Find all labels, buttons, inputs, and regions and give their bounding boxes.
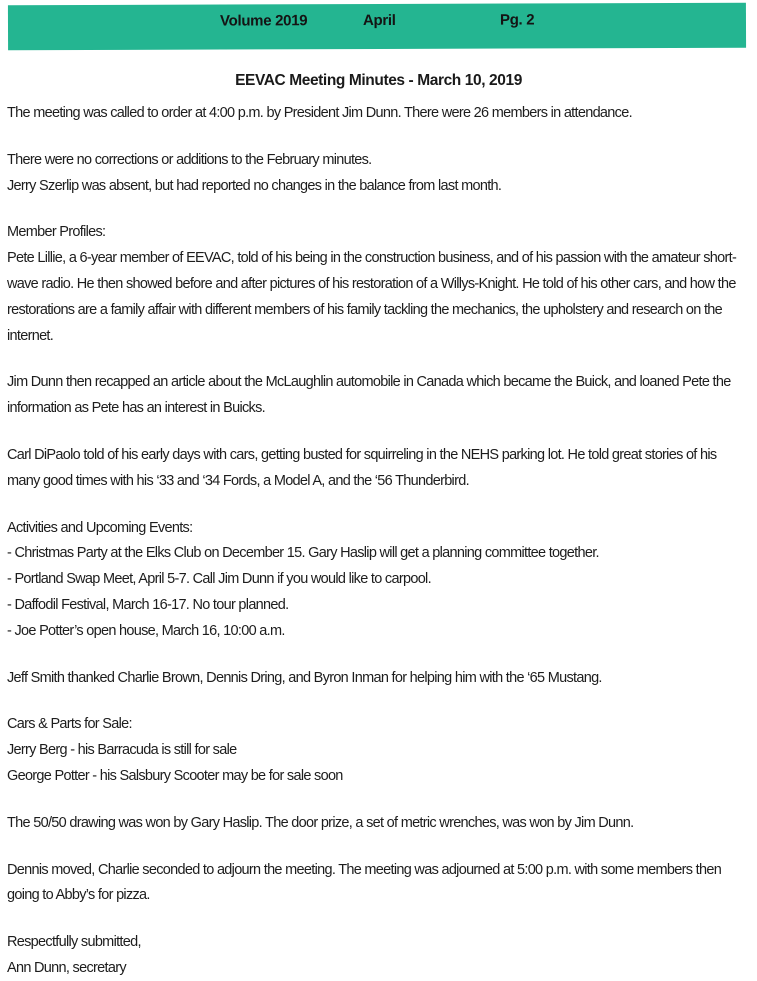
text-line: Jim Dunn then recapped an article about the McLaughlin automobile in Canada which became the Buick, and loaned Pete the information as Pete has an interest in Buicks. bbox=[7, 374, 731, 417]
text-line: There were no corrections or additions to the February minutes. bbox=[7, 151, 372, 168]
paragraph bbox=[7, 811, 747, 837]
text-line: Ann Dunn, secretary bbox=[7, 959, 126, 976]
paragraph bbox=[7, 930, 747, 981]
header-volume-label: Volume 2019 bbox=[219, 12, 308, 30]
paragraph bbox=[7, 370, 747, 422]
header-page-number: Pg. 2 bbox=[499, 11, 535, 29]
text-line: George Potter - his Salsbury Scooter may be for sale soon bbox=[7, 767, 343, 784]
paragraph bbox=[7, 220, 747, 349]
paragraph bbox=[7, 712, 747, 789]
text-line: Cars & Parts for Sale: bbox=[7, 716, 132, 733]
header-month-label: April bbox=[362, 11, 396, 30]
header-bar bbox=[8, 3, 746, 51]
text-line: Jeff Smith thanked Charlie Brown, Dennis Dring, and Byron Inman for helping him with the ‘65 Mustang. bbox=[7, 669, 602, 686]
text-line: Carl DiPaolo told of his early days with cars, getting busted for squirreling in the NEHS parking lot. He told great stories of his many good times with his ‘33 and ‘34 Fords, a Model A, and the ‘56 Thunderbird. bbox=[7, 446, 717, 489]
paragraph bbox=[7, 101, 747, 127]
paragraph bbox=[7, 666, 747, 692]
text-line: - Portland Swap Meet, April 5-7. Call Jim Dunn if you would like to carpool. bbox=[7, 571, 431, 588]
text-line: - Joe Potter’s open house, March 16, 10:00 a.m. bbox=[7, 622, 285, 639]
paragraph bbox=[7, 148, 747, 200]
paragraph bbox=[7, 858, 747, 910]
text-line: Member Profiles: bbox=[7, 224, 106, 241]
text-line: - Daffodil Festival, March 16-17. No tour planned. bbox=[7, 596, 289, 613]
document-body bbox=[7, 101, 747, 981]
text-line: Dennis moved, Charlie seconded to adjourn the meeting. The meeting was adjourned at 5:00 p.m. with some members then going to Abby’s for pizza. bbox=[7, 861, 722, 904]
text-line: The 50/50 drawing was won by Gary Haslip. The door prize, a set of metric wrenches, was won by Jim Dunn. bbox=[7, 814, 634, 831]
text-line: - Christmas Party at the Elks Club on December 15. Gary Haslip will get a planning committee together. bbox=[7, 545, 599, 562]
text-line: Respectfully submitted, bbox=[7, 934, 141, 951]
paragraph bbox=[7, 443, 747, 495]
document-title: EEVAC Meeting Minutes - March 10, 2019 bbox=[235, 72, 522, 89]
text-line: Activities and Upcoming Events: bbox=[7, 519, 193, 536]
text-line: The meeting was called to order at 4:00 p.m. by President Jim Dunn. There were 26 members in attendance. bbox=[7, 105, 632, 121]
text-line: Pete Lillie, a 6-year member of EEVAC, told of his being in the construction business, and of his passion with the amateur short-wave radio. He then showed before and after pictures of his restoration of a Willys-Knight. He told of his other cars, and how the restorations are a family affair with different members of his family tackling the mechanics, the upholstery and research on the internet. bbox=[7, 250, 737, 344]
text-line: Jerry Berg - his Barracuda is still for sale bbox=[7, 742, 237, 759]
text-line: Jerry Szerlip was absent, but had reported no changes in the balance from last month. bbox=[7, 177, 502, 194]
paragraph bbox=[7, 516, 747, 645]
